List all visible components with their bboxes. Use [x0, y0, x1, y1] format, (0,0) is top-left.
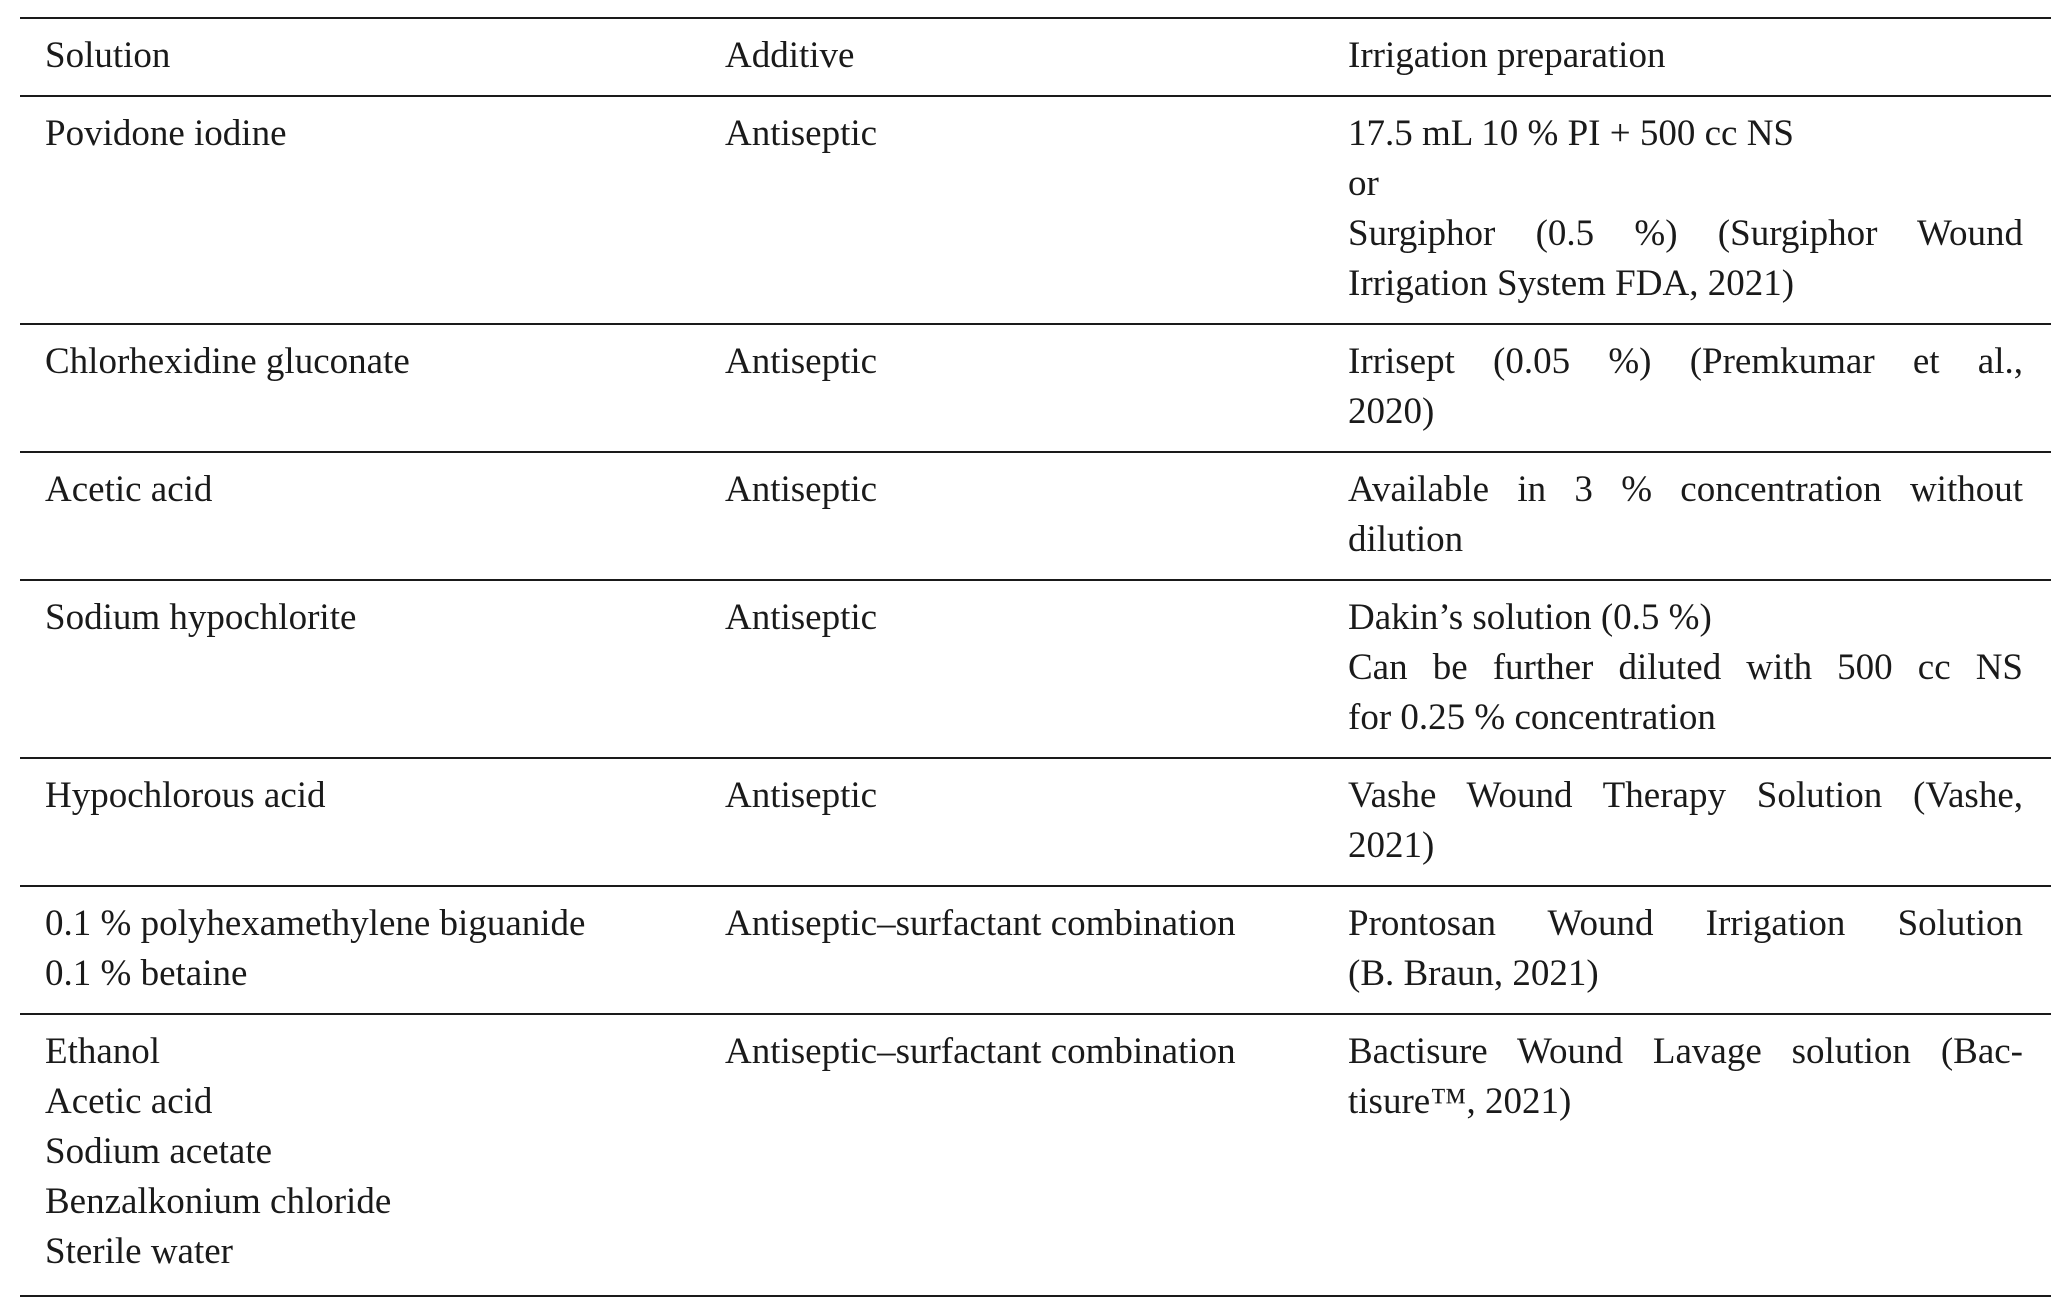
preparation-cell	[1348, 324, 2051, 452]
table-row	[20, 452, 2051, 580]
solution-line: Sodium hypochlorite	[45, 597, 357, 638]
header-irrigation-preparation: Irrigation preparation	[1348, 18, 2051, 96]
solution-line: Benzalkonium chloride	[45, 1181, 392, 1222]
irrigation-solutions-table-container	[20, 17, 2051, 1297]
table-row	[20, 96, 2051, 324]
preparation-line: dilution	[1348, 519, 1464, 560]
additive-cell: Antiseptic	[725, 452, 1348, 580]
solution-line: Acetic acid	[45, 1081, 213, 1122]
solution-cell	[20, 452, 725, 580]
irrigation-solutions-table	[20, 17, 2051, 1297]
additive-cell: Antiseptic	[725, 324, 1348, 452]
additive-cell: Antiseptic	[725, 96, 1348, 324]
preparation-line: 2021)	[1348, 825, 1435, 866]
additive-cell: Antiseptic–surfactant combination	[725, 886, 1348, 1014]
preparation-cell	[1348, 96, 2051, 324]
preparation-line: Can be further diluted with 500 cc NS	[1348, 647, 2023, 688]
preparation-line: Available in 3 % concentration without	[1348, 469, 2023, 510]
solution-line: Ethanol	[45, 1031, 161, 1072]
table-row	[20, 580, 2051, 758]
preparation-line: tisure™, 2021)	[1348, 1081, 1572, 1122]
preparation-line: Vashe Wound Therapy Solution (Vashe,	[1348, 775, 2023, 816]
solution-line: Povidone iodine	[45, 113, 287, 154]
preparation-line: (B. Braun, 2021)	[1348, 953, 1599, 994]
table-row	[20, 886, 2051, 1014]
preparation-cell	[1348, 580, 2051, 758]
preparation-line: Irrigation System FDA, 2021)	[1348, 263, 1795, 304]
table-row	[20, 1014, 2051, 1296]
preparation-line: 2020)	[1348, 391, 1435, 432]
solution-cell	[20, 324, 725, 452]
preparation-cell	[1348, 758, 2051, 886]
solution-line: 0.1 % betaine	[45, 953, 248, 994]
additive-cell: Antiseptic	[725, 758, 1348, 886]
additive-cell: Antiseptic–surfactant combination	[725, 1014, 1348, 1296]
preparation-line: Bactisure Wound Lavage solution (Bac-	[1348, 1031, 2023, 1072]
preparation-line: Dakin’s solution (0.5 %)	[1348, 597, 1712, 638]
preparation-line: 17.5 mL 10 % PI + 500 cc NS	[1348, 113, 1794, 154]
solution-line: Sterile water	[45, 1231, 233, 1272]
preparation-cell	[1348, 886, 2051, 1014]
additive-cell: Antiseptic	[725, 580, 1348, 758]
table-row	[20, 324, 2051, 452]
preparation-line: Prontosan Wound Irrigation Solution	[1348, 903, 2023, 944]
preparation-line: or	[1348, 163, 1379, 204]
solution-line: 0.1 % polyhexamethylene biguanide	[45, 903, 586, 944]
solution-cell	[20, 580, 725, 758]
preparation-line: Irrisept (0.05 %) (Premkumar et al.,	[1348, 341, 2023, 382]
header-solution: Solution	[20, 18, 725, 96]
preparation-cell	[1348, 1014, 2051, 1296]
solution-cell	[20, 886, 725, 1014]
solution-line: Hypochlorous acid	[45, 775, 326, 816]
solution-cell	[20, 758, 725, 886]
solution-line: Sodium acetate	[45, 1131, 273, 1172]
preparation-cell	[1348, 452, 2051, 580]
table-header-row	[20, 18, 2051, 96]
solution-line: Acetic acid	[45, 469, 213, 510]
table-row	[20, 758, 2051, 886]
solution-line: Chlorhexidine gluconate	[45, 341, 410, 382]
solution-cell	[20, 96, 725, 324]
header-additive: Additive	[725, 18, 1348, 96]
preparation-line: for 0.25 % concentration	[1348, 697, 1716, 738]
solution-cell	[20, 1014, 725, 1296]
preparation-line: Surgiphor (0.5 %) (Surgiphor Wound	[1348, 213, 2023, 254]
